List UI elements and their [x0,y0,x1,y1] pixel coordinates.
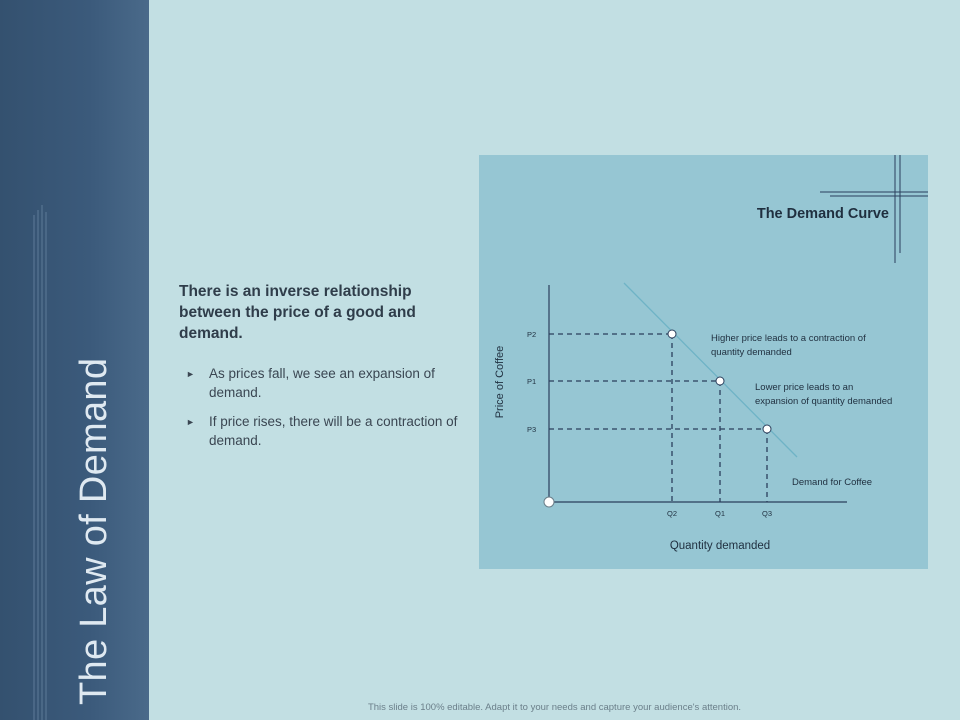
footer-note: This slide is 100% editable. Adapt it to your needs and capture your audience's attention. [367,702,742,713]
diagram-title: The Demand Curve [756,206,889,222]
point-p3-q3 [763,425,771,433]
bullet-item [186,412,471,450]
intro-text: There is an inverse relationship between the price of a good and demand. [179,283,416,342]
price-tick-p1: P1 [527,377,537,386]
bullet-text: If price rises, there will be a contraction of demand. [209,414,458,448]
expansion-annotation-line2: expansion of quantity demanded [755,396,893,407]
dashed-guides [549,334,767,502]
expansion-annotation-line1: Lower price leads to an [755,382,854,393]
sidebar [0,0,149,720]
triangle-bullet-icon: ► [186,417,195,427]
contraction-annotation-line2: quantity demanded [711,347,792,358]
demand-curve-diagram [479,155,928,569]
contraction-annotation-line1: Higher price leads to a contraction of [711,333,866,344]
price-tick-p2: P2 [527,330,537,339]
origin-point [544,497,554,507]
quantity-tick-q2: Q2 [666,509,678,518]
curve-label: Demand for Coffee [792,477,873,488]
price-tick-p3: P3 [527,425,537,434]
bullet-text: As prices fall, we see an expansion of demand. [209,366,435,400]
quantity-tick-q1: Q1 [714,509,726,518]
x-axis-label: Quantity demanded [669,540,771,552]
y-axis-label: Price of Coffee [494,345,506,419]
point-p2-q2 [668,330,676,338]
quantity-tick-q3: Q3 [761,509,773,518]
page-title: The Law of Demand [73,357,115,705]
triangle-bullet-icon: ► [186,369,195,379]
bullet-list [186,364,471,460]
point-p1-q1 [716,377,724,385]
bullet-item [186,364,471,402]
demand-curve-panel [479,155,928,569]
